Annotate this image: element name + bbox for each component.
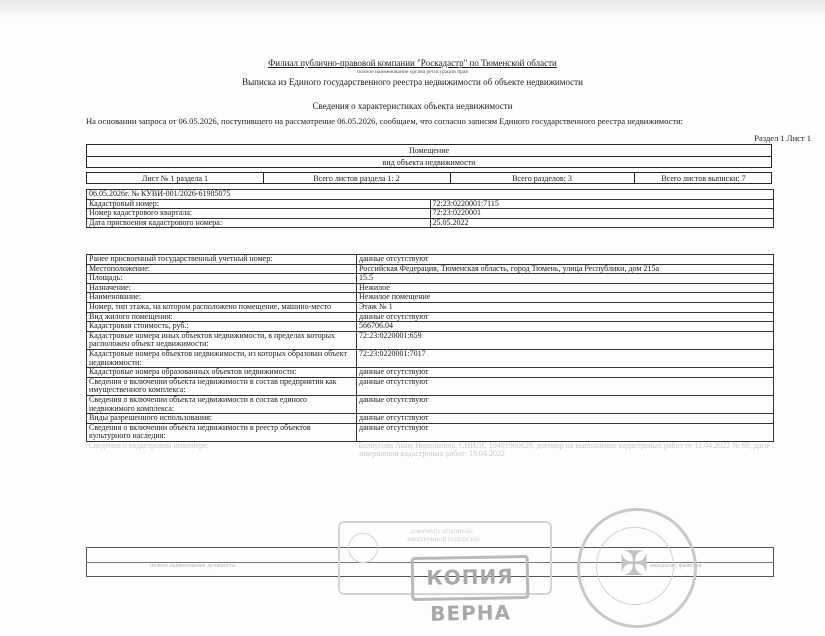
row-value: данные отсутствуют [357,414,774,424]
stamp-signature-text: ЭЛЕКТРОННОЙ ПОДПИСЬЮ [406,537,480,543]
basis-text: На основании запроса от 06.05.2026, поступившего на рассмотрение 06.05.2026, сообщаем, что согласно записям Единого государственного реестра недвижимости: [86,116,683,126]
table-row [87,331,774,349]
table-row [87,368,774,378]
table-row [87,322,774,332]
table-row [87,293,774,303]
cadastral-number: 72:23:0220001:7115 [430,199,774,209]
row-label: Кадастровый номер: [87,199,431,209]
total-sheets-extract: Всего листов выписки: 7 [661,174,746,183]
details-table [86,254,774,459]
cadastral-quarter: 72:23:0220001 [430,209,774,219]
row-label: Местоположение: [87,264,357,274]
table-row [87,218,774,228]
object-type-caption: вид объекта недвижимости [382,158,476,167]
row-label: Сведения о кадастровом инженере: [88,441,209,450]
extract-title: Выписка из Единого государственного реестра недвижимости об объекте недвижимости [242,77,583,87]
table-row [87,274,774,284]
row-label: Номер, тип этажа, на котором расположено помещение, машино-место [87,302,357,312]
scan-edge [0,0,825,18]
stamp-signed-text: ДОКУМЕНТ ПОДПИСАН [410,529,473,535]
row-label: Сведения о включении объекта недвижимости в состав единого недвижимого комплекса: [87,395,357,413]
table-row [87,441,774,459]
round-seal [577,508,697,628]
row-value: Нежилое [357,283,774,293]
row-value: данные отсутствуют [357,395,774,413]
table-row [87,190,774,200]
row-value: Нежилое помещение [357,293,774,303]
row-label: Назначение: [87,283,357,293]
row-label: Сведения о включении объекта недвижимости в состав предприятия как имущественного комплекса: [87,377,357,395]
emblem-icon [348,533,378,563]
table-row [87,283,774,293]
section-title: Сведения о характеристиках объекта недвижимости [312,101,513,111]
table-row [87,377,774,395]
row-label: Вид жилого помещения: [87,312,357,322]
row-value: 72:23:0220001:659 [357,331,774,349]
row-value: 15.5 [357,274,774,284]
table-row [87,199,774,209]
row-label: Номер кадастрового квартала: [87,209,431,219]
table-row [87,312,774,322]
row-value: данные отсутствуют [357,368,774,378]
copy-verified-stamp: КОПИЯ ВЕРНА [411,555,530,601]
row-label: Кадастровые номера образованных объектов недвижимости: [87,368,357,378]
row-value: данные отсутствуют [357,423,774,441]
table-row [87,264,774,274]
eagle-emblem-icon: ✠ [619,546,649,583]
row-label: Кадастровые номера иных объектов недвижимости, в пределах которых расположен объект недвижимости: [87,331,357,349]
table-row [87,255,774,265]
row-value: Этаж № 1 [357,302,774,312]
assignment-date: 25.05.2022 [430,218,774,228]
row-label: Виды разрешенного использования: [87,414,357,424]
object-type-box [86,144,772,168]
total-sections: Всего разделов: 3 [512,174,572,183]
section-sheet-label: Раздел 1 Лист 1 [754,133,811,143]
row-label: Кадастровые номера объектов недвижимости, из которых образован объект недвижимости: [87,349,357,367]
table-row [87,302,774,312]
row-label: Кадастровая стоимость, руб.: [87,322,357,332]
row-label: Площадь: [87,274,357,284]
table-row [87,209,774,219]
organization-title: Филиал публично-правовой компании "Роскадастр" по Тюменской области [268,58,557,68]
ident-table [86,189,774,228]
row-value: Российская Федерация, Тюменская область, город Тюмень, улица Республики, дом 215а [357,264,774,274]
row-value: данные отсутствуют [357,312,774,322]
row-label: Наименование: [87,293,357,303]
row-label: Дата присвоения кадастрового номера: [87,218,431,228]
table-row [87,414,774,424]
total-sheets-section: Всего листов раздела 1: 2 [313,174,400,183]
row-value: данные отсутствуют [357,377,774,395]
row-value: 566706.04 [357,322,774,332]
row-value: Белоусова Анна Николаевна, СНИЛС 10491960626, договор на выполнение кадастровых работ от 11.04.2022 № 68, дата завершения кадастровых работ: 19.04.2022 [358,441,769,459]
row-label: Сведения о включении объекта недвижимости в реестр объектов культурного наследия: [87,423,357,441]
initials-caption: инициалы, фамилия [650,563,702,569]
sheet-info-row [86,172,772,184]
sheet-number: Лист № 1 раздела 1 [141,174,209,183]
table-row [87,395,774,413]
doc-reference: 06.05.2026г. № КУВИ-001/2026-61985075 [87,190,774,200]
row-value: 72:23:0220001:7017 [357,349,774,367]
table-row [87,423,774,441]
row-value: данные отсутствуют [357,255,774,265]
row-label: Ранее присвоенный государственный учетный номер: [87,255,357,265]
table-row [87,349,774,367]
organization-caption: полное наименование органа регистрации прав [357,69,468,75]
object-type: Помещение [408,146,450,155]
position-caption: полное наименование должности [150,563,236,569]
